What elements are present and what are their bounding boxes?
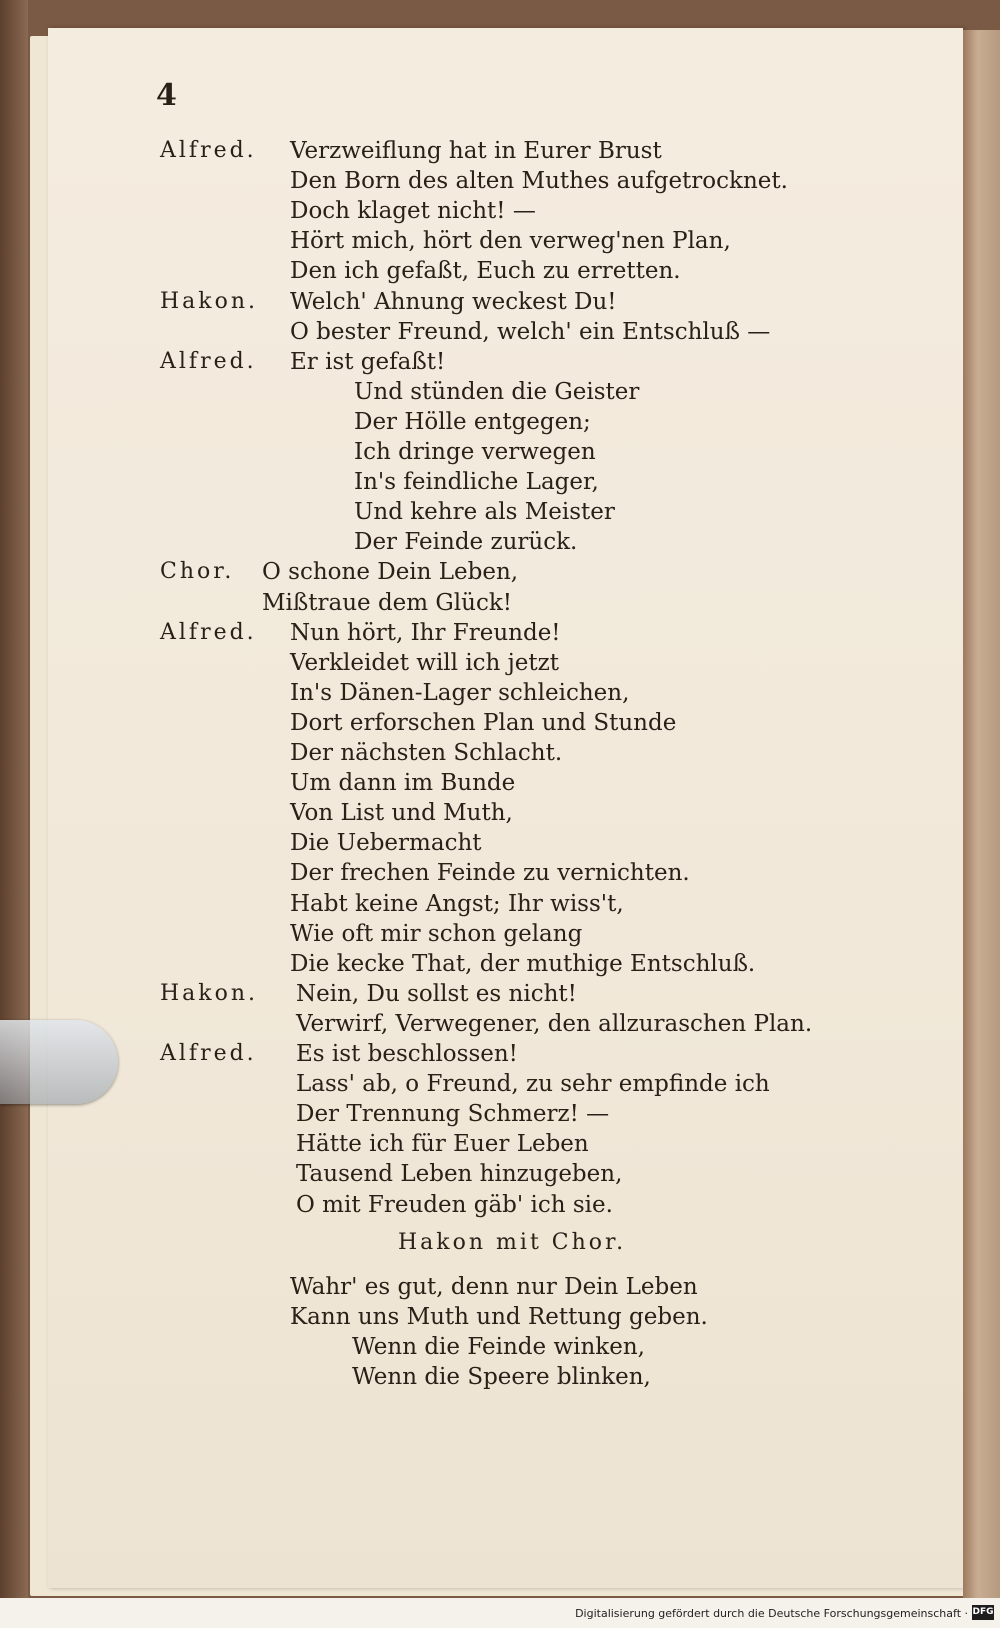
verse-line: Nein, Du sollst es nicht!	[296, 980, 577, 1007]
verse-line: Es ist beschlossen!	[296, 1041, 518, 1067]
speaker-name: Alfred.	[160, 138, 257, 163]
verse-line: Verkleidet will ich jetzt	[290, 649, 560, 676]
verse-line: O schone Dein Leben,	[262, 559, 519, 586]
verse-line: Der Hölle entgegen;	[354, 408, 591, 435]
verse-line: Wie oft mir schon gelang	[290, 920, 583, 947]
verse-line: Wahr' es gut, denn nur Dein Leben	[290, 1274, 698, 1300]
section-heading: Hakon mit Chor.	[398, 1230, 627, 1255]
digitization-note: Digitalisierung gefördert durch die Deutsche Forschungsgemeinschaft ·	[575, 1607, 968, 1620]
verse-line: O bester Freund, welch' ein Entschluß —	[290, 318, 771, 345]
verse-line: In's Dänen-Lager schleichen,	[290, 679, 630, 706]
verse-line: Und kehre als Meister	[354, 499, 615, 526]
speaker-name: Chor.	[160, 559, 235, 585]
speaker-name: Hakon.	[160, 980, 259, 1006]
verse-line: O mit Freuden gäb' ich sie.	[296, 1191, 613, 1218]
verse-line: Hört mich, hört den verweg'nen Plan,	[290, 228, 731, 255]
verse-line: Und stünden die Geister	[354, 378, 640, 405]
speaker-name: Hakon.	[160, 288, 259, 314]
verse-line: Die kecke That, der muthige Entschluß.	[290, 950, 756, 977]
verse-line: Verwirf, Verwegener, den allzuraschen Plan.	[296, 1010, 813, 1037]
verse-line: Von List und Muth,	[290, 800, 513, 827]
verse-line: Ich dringe verwegen	[354, 439, 596, 465]
verse-line: Lass' ab, o Freund, zu sehr empfinde ich	[296, 1071, 770, 1098]
verse-line: Der Feinde zurück.	[354, 529, 578, 556]
verse-line: Verzweiflung hat in Eurer Brust	[290, 138, 662, 164]
verse-line: Um dann im Bunde	[290, 770, 516, 797]
verse-line: Die Uebermacht	[290, 830, 482, 857]
speaker-name: Alfred.	[160, 619, 257, 645]
facing-page-edge	[963, 30, 1000, 1598]
verse-line: Dort erforschen Plan und Stunde	[290, 709, 677, 736]
verse-line: Der frechen Feinde zu vernichten.	[290, 860, 690, 887]
verse-line: Nun hört, Ihr Freunde!	[290, 619, 561, 646]
verse-line: In's feindliche Lager,	[354, 469, 599, 496]
speaker-name: Alfred.	[160, 348, 257, 374]
verse-line: Hätte ich für Euer Leben	[296, 1131, 589, 1158]
verse-line: Wenn die Speere blinken,	[352, 1364, 651, 1391]
speaker-name: Alfred.	[160, 1041, 257, 1066]
verse-line: Er ist gefaßt!	[290, 348, 446, 375]
verse-line: Kann uns Muth und Rettung geben.	[290, 1304, 708, 1331]
verse-line: Habt keine Angst; Ihr wiss't,	[290, 890, 624, 917]
verse-line: Welch' Ahnung weckest Du!	[290, 288, 617, 315]
verse-line: Den ich gefaßt, Euch zu erretten.	[290, 258, 681, 285]
background-edge	[0, 0, 28, 1628]
verse-line: Der Trennung Schmerz! —	[296, 1101, 610, 1128]
verse-line: Doch klaget nicht! —	[290, 198, 536, 225]
verse-line: Tausend Leben hinzugeben,	[296, 1161, 623, 1188]
verse-line: Der nächsten Schlacht.	[290, 740, 563, 766]
page-number: 4	[156, 78, 177, 113]
dfg-logo: DFG	[972, 1605, 994, 1620]
verse-line: Wenn die Feinde winken,	[352, 1334, 645, 1361]
page-turn-handle[interactable]	[0, 1020, 118, 1104]
verse-line: Mißtraue dem Glück!	[262, 589, 513, 616]
verse-line: Den Born des alten Muthes aufgetrocknet.	[290, 168, 788, 195]
